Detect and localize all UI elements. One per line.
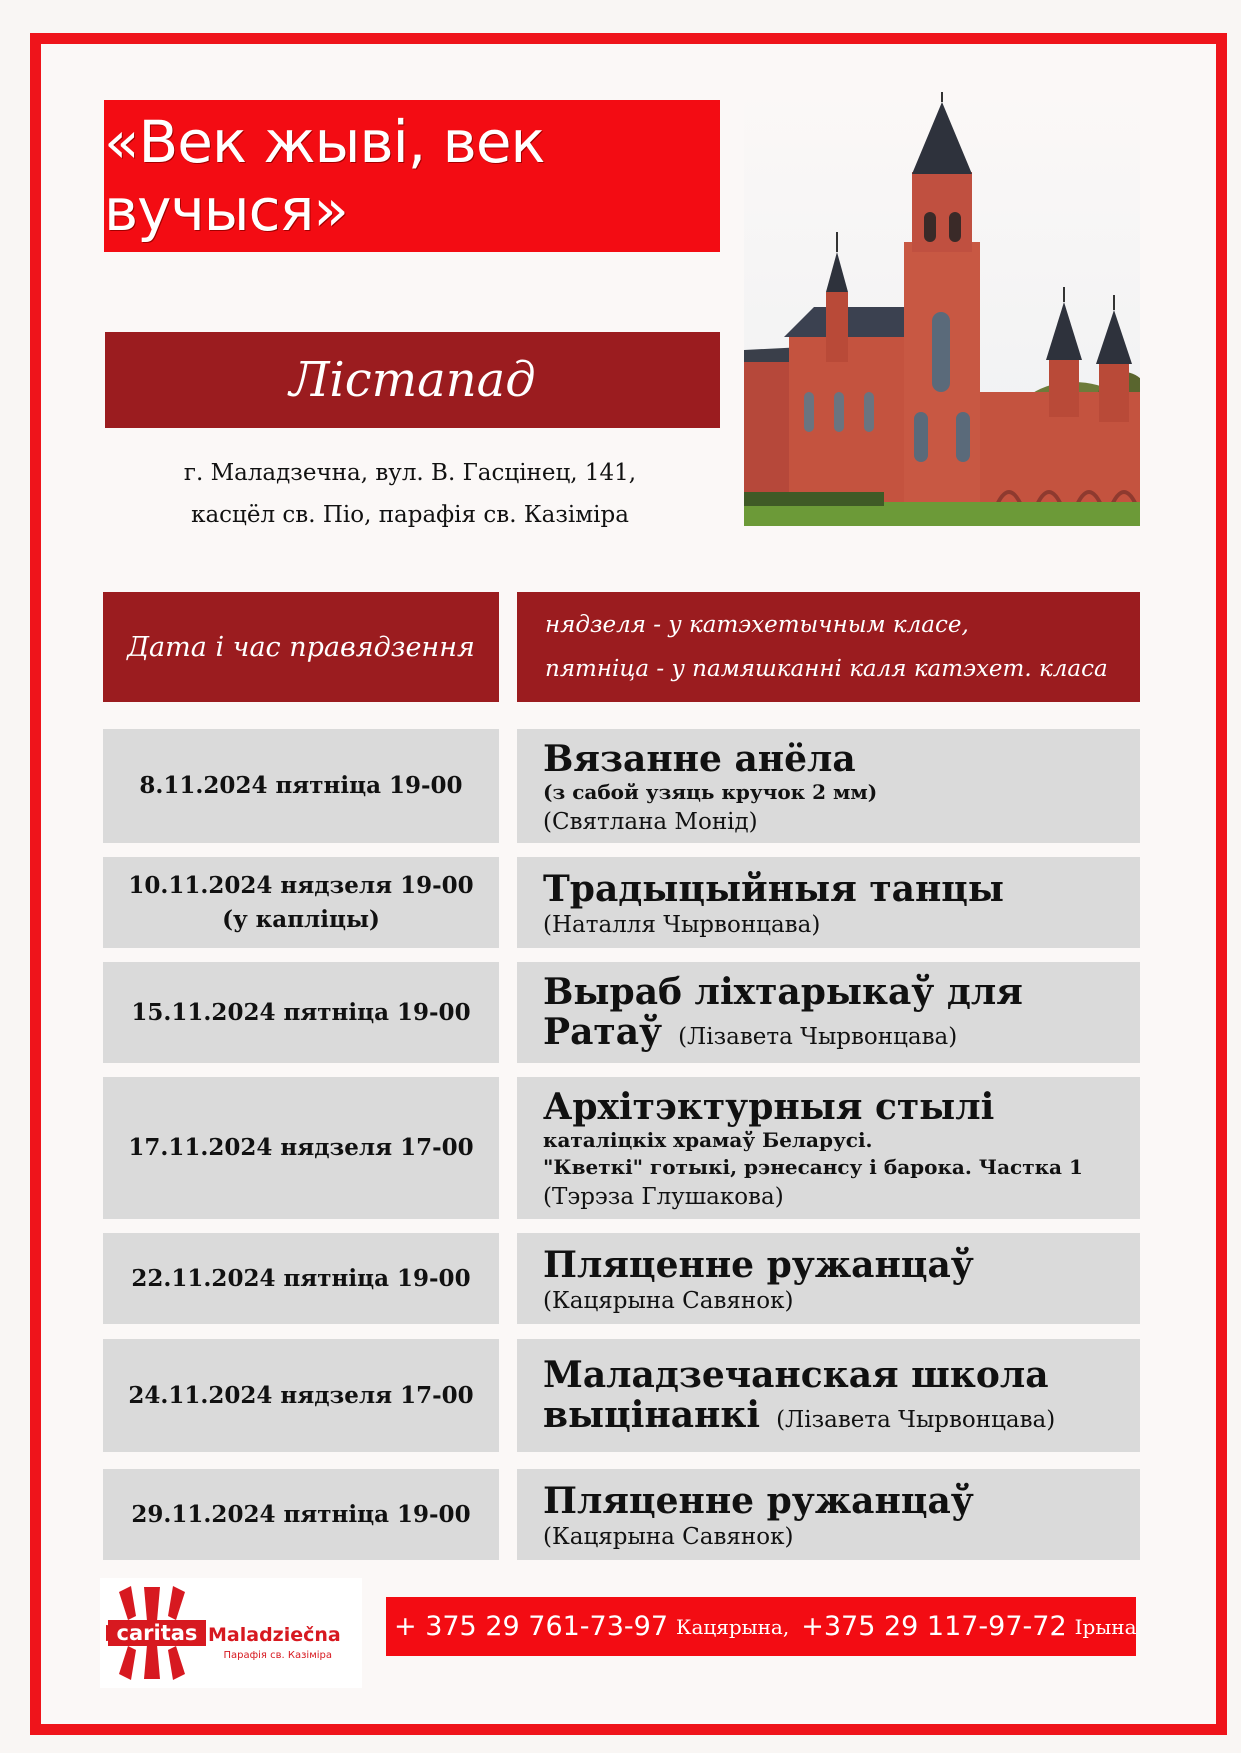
page-title (104, 100, 720, 252)
title-text: «Век жыві, век вучыся» (104, 108, 545, 244)
phone-2[interactable]: +375 29 117-97-72 (801, 1611, 1067, 1642)
logo-city-text: Maladziečna (208, 1624, 341, 1646)
date-text: 15.11.2024 пятніца 19-00 (131, 998, 471, 1026)
event-info-5 (517, 1233, 1140, 1324)
event-subtitle-1: каталіцкіх храмаў Беларусі. (543, 1128, 873, 1152)
event-title-line-1: Маладзечанская школа (543, 1354, 1049, 1396)
event-title: Вязанне анёла (543, 737, 856, 780)
event-host: (Наталля Чырвонцава) (543, 911, 821, 938)
date-text: 29.11.2024 пятніца 19-00 (131, 1500, 471, 1528)
event-info-3 (517, 962, 1140, 1063)
contact-name-1: Кацярына, (676, 1614, 790, 1639)
event-title-word: Ратаў (543, 1011, 663, 1053)
event-title-word: выцінанкі (543, 1394, 761, 1436)
address-block (150, 452, 670, 536)
event-title-line-2 (543, 1395, 1140, 1440)
event-host: (Лізавета Чырвонцава) (776, 1407, 1056, 1433)
logo-parish-text: Парафія св. Казіміра (223, 1650, 332, 1661)
logo-caritas-text: caritas (116, 1621, 198, 1645)
header-date (103, 592, 499, 702)
event-info-1 (517, 729, 1140, 843)
address-line-1: г. Маладзечна, вул. В. Гасцінец, 141, (183, 460, 637, 486)
header-date-label: Дата і час правядзення (127, 631, 475, 663)
event-title: Архітэктурныя стылі (543, 1086, 995, 1128)
event-title: Пляценне ружанцаў (543, 1243, 974, 1286)
event-title: Пляценне ружанцаў (543, 1479, 974, 1522)
caritas-cross-icon (100, 1578, 362, 1688)
event-date-4 (103, 1077, 499, 1219)
date-text: 8.11.2024 пятніца 19-00 (139, 772, 463, 799)
date-note: (у капліцы) (222, 905, 380, 933)
date-text: 22.11.2024 пятніца 19-00 (131, 1264, 471, 1292)
event-title-line-1: Выраб ліхтарыкаў для (543, 971, 1023, 1013)
event-host: (Лізавета Чырвонцава) (678, 1024, 958, 1050)
event-info-2 (517, 857, 1140, 948)
date-text: 17.11.2024 нядзеля 17-00 (128, 1134, 474, 1161)
church-photo (744, 92, 1140, 526)
event-host: (Святлана Монід) (543, 808, 758, 835)
event-title: Традыцыйныя танцы (543, 867, 1004, 910)
event-date-2 (103, 857, 499, 948)
event-info-6 (517, 1339, 1140, 1452)
header-location-line-1: нядзеля - у катэхетычным класе, (545, 612, 969, 638)
header-location (517, 592, 1140, 702)
contact-name-2: Ірына (1074, 1614, 1137, 1639)
caritas-logo (100, 1578, 362, 1688)
date-text: 24.11.2024 нядзеля 17-00 (128, 1381, 474, 1409)
date-text: 10.11.2024 нядзеля 19-00 (128, 871, 474, 899)
event-info-4 (517, 1077, 1140, 1219)
event-date-5 (103, 1233, 499, 1324)
header-location-line-2: пятніца - у памяшканні каля катэхет. класа (545, 656, 1108, 682)
event-date-1 (103, 729, 499, 843)
event-host: (Кацярына Савянок) (543, 1523, 794, 1550)
month-text: Лістапад (289, 352, 536, 408)
event-host: (Тэрэза Глушакова) (543, 1184, 784, 1210)
address-line-2: касцёл св. Піо, парафія св. Казіміра (191, 502, 629, 528)
event-note: (з сабой узяць кручок 2 мм) (543, 779, 878, 804)
contact-bar (386, 1597, 1136, 1656)
event-date-7 (103, 1469, 499, 1560)
event-title-line-2 (543, 1012, 1140, 1057)
event-host: (Кацярына Савянок) (543, 1287, 794, 1314)
event-date-6 (103, 1339, 499, 1452)
event-info-7 (517, 1469, 1140, 1560)
month-banner (105, 332, 720, 428)
event-subtitle-2: "Кветкі" готыкі, рэнесансу і барока. Частка 1 (543, 1155, 1083, 1179)
event-date-3 (103, 962, 499, 1063)
phone-1[interactable]: + 375 29 761-73-97 (394, 1611, 668, 1642)
